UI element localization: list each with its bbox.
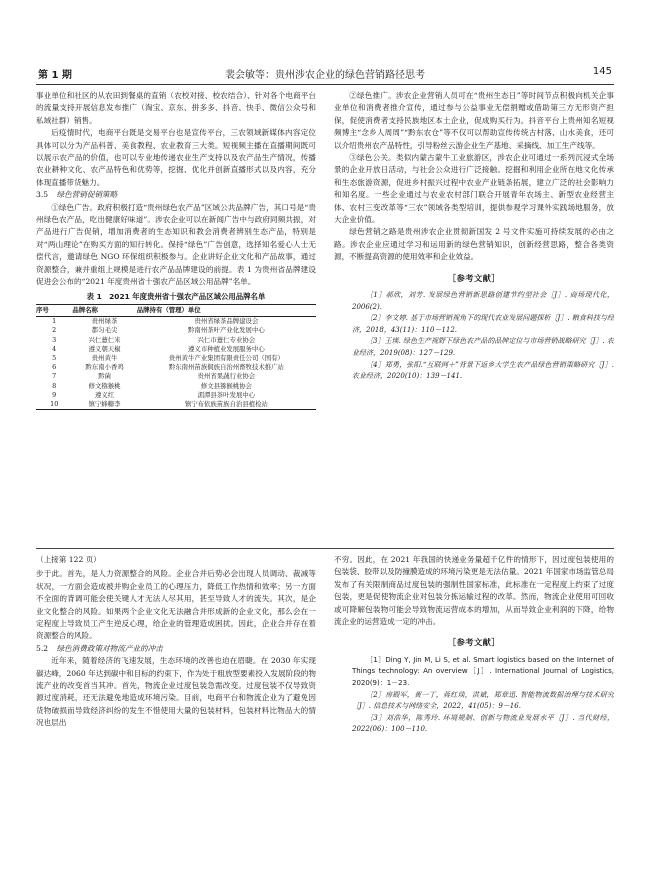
section-number: 5.2 xyxy=(36,643,49,653)
table-cell: 4 xyxy=(52,344,57,353)
table-cell: 遵义红 xyxy=(95,390,115,399)
upper-left-column xyxy=(36,90,316,514)
page-number: 145 xyxy=(592,66,612,77)
article-separator xyxy=(36,548,614,549)
table-row xyxy=(36,317,316,327)
table-cell: 7 xyxy=(52,372,57,381)
table-cell: 10 xyxy=(36,400,72,410)
continued-note: （上接第 122 页） xyxy=(36,555,101,564)
journal-issue: 第 1 期 xyxy=(38,70,72,81)
lower-left-column xyxy=(36,554,316,854)
table-cell: 都匀毛尖 xyxy=(91,326,118,335)
reference-item: ［3］刘浩华，陈秀玲. 环境规制、创新与物流业发展水平［J］. 当代财经，2022(06)：100－110. xyxy=(352,713,614,734)
references-title: ［参考文献］ xyxy=(447,637,501,648)
reference-item: ［1］Ding Y, Jin M, Li S, et al. Smart logistics based on the Internet of Things technology: An overview［J］. International Journal of Logistics, 2020(9)：1－23. xyxy=(352,655,614,688)
brand-table xyxy=(36,304,316,410)
section-heading xyxy=(36,643,316,655)
section-title: 绿色消费政策对物流产业的冲击 xyxy=(56,643,163,653)
paragraph: ①绿色广告。政府积极打造“贵州绿色农产品”区域公共品牌广告，其口号是“贵州绿色农产品，吃出健康好味道”。涉农企业可以在新闻广告中与政府同频共振，对产品进行广告促销，增加消费者的生态知识和教会消费者辨别生态产品，特别是对“两山理论”在购买方面的知行转化。保持“绿色”广告创意，选择知名爱心人士无偿代言，邀请绿色 NGO 环保组织积极参与。企业讲好企业文化和产品故事，通过资源整合，兼并重组上规模是进行农产品品牌建设的前提。表 1 为贵州省品牌建设促进会公布的“2021 年度贵州省十强农产品区域公用品牌”名单。 xyxy=(36,202,316,287)
reference-item: ［2］房殿军，黄一丁，蒋红琰，洪斌，郑章迅. 智能物流数据治理与技术研究［J］. 信息技术与网络安全，2022，41(05)：9－16. xyxy=(352,690,614,711)
table-cell: 3 xyxy=(52,335,57,344)
table-header-brand: 品牌名称 xyxy=(72,304,136,316)
section-title: 绿色营销促销策略 xyxy=(56,190,118,200)
references-title: ［参考文献］ xyxy=(447,272,501,283)
table-cell: 9 xyxy=(52,390,57,399)
table-cell: 黔菌 xyxy=(98,372,111,381)
table-cell: 贵州省果蔬行业协会 xyxy=(197,372,256,381)
table-row xyxy=(36,391,316,400)
table-row xyxy=(36,382,316,391)
paragraph: 事业单位和社区的从农田到餐桌的直销（农校对接、校农结合）、针对各个电商平台的流量支持开展信息发布推广（淘宝、京东、拼多多、抖音、快手、微信公众号和私域社群）销售。 xyxy=(36,91,316,125)
table-cell: 镇宁布依族苗族自治县植检站 xyxy=(137,400,316,410)
table-cell: 遵义市种植业发展服务中心 xyxy=(188,344,265,353)
paragraph: ③绿色公关。类似内蒙古蒙牛工业旅游区，涉农企业可通过一系列沉浸式全场景的企业开放日活动，与社会公众进行广泛接触。挖掘和利用企业所在地文化传承和生态旅游资源，促进乡村振兴过程中农业产业链条拓展，建立广泛的社会影响力和知名度。一些企业通过与农业农村部门联合开展青年农场主、新型农业经营主体、农村三变改革等“三农”领域各类型培训，提供参观学习课外实践场地服务，放大企业价值。 xyxy=(334,153,614,225)
table-cell: 2 xyxy=(52,326,57,335)
table-cell: 8 xyxy=(52,381,57,390)
table-cell: 1 xyxy=(52,317,57,326)
table-cell: 修文猕猴桃 xyxy=(88,381,121,390)
table-row xyxy=(36,363,316,372)
table-cell: 兴仁薏仁米 xyxy=(88,335,121,344)
paragraph: 步于此。首先，是人力资源整合的风险。企业合并后势必会出现人员调动、裁减等状况，一方面会造成被并购企业员工的心理压力，降低工作热情和效率；另一方面不全面的背调可能会使关键人才无法人尽其用，甚至导致人才的流失。其次，是企业文化整合的风险。如果两个企业文化无法融合并形成新的企业文化，那么会在一定程度上导致员工产生逆反心理，给企业的管理造成困扰。因此，企业合并存在着资源整合的风险。 xyxy=(36,569,316,641)
paragraph: ②绿色推广。涉农企业营销人员可在“贵州生态日”等时间节点积极向机关企事业单位和消费者推介宣传，通过参与公益事业无偿捐赠或借助第三方无形资产担保，促使消费者支持民族地区本土企业，促成购买行为。抖音平台上贵州知名短视频博主“念乡人周周”“黔东农仓”等不仅可以帮助宣传传统古村落、山水美食，还可以介绍贵州农产品特性，引导粉丝云游企业生产基地、采摘线、加工生产线等。 xyxy=(334,91,614,150)
table-cell: 贵州黄牛 xyxy=(91,353,118,362)
table-header-no: 序号 xyxy=(36,304,72,316)
table-cell: 贵州黄牛产业集团有限责任公司（国有） xyxy=(168,353,284,362)
table-cell: 黔东南州苗族侗族自治州畜牧技术推广站 xyxy=(168,363,284,372)
table-row xyxy=(36,345,316,354)
table-cell: 兴仁市薏仁专业协会 xyxy=(197,335,256,344)
table-cell: 6 xyxy=(52,363,57,372)
table-cell: 贵州省绿茶品牌建设会 xyxy=(194,317,259,326)
table-cell: 修文县猕猴桃协会 xyxy=(200,381,252,390)
table-cell: 5 xyxy=(52,353,57,362)
section-heading xyxy=(36,189,316,201)
paragraph: 近年来，随着经济的飞速发展，生态环境的改善也迫在眉睫。在 2030 年实现碳达峰，2060 年达到碳中和目标的约束下，作为处于粗放型要素投入发展阶段的物流产业的改变首当其冲。首先，物流企业过度包装急需改变。过度包装不仅导致资源过度消耗，还无法避免地造成环境污染。目前，电商平台和物流企业为了避免因货物破损而导致经济纠纷的发生不惜使用大量的包装材料，包装材料比物品大的情况也层出 xyxy=(36,656,316,728)
table-cell: 镇宁蜂糖李 xyxy=(72,400,136,410)
table-cell: 贵州绿茶 xyxy=(91,317,118,326)
reference-item: ［4］郑勇，张阳.“互联网＋”背景下返乡大学生农产品绿色营销策略研究［J］. 农业经济，2020(10)：139－141. xyxy=(352,360,614,381)
table-row xyxy=(36,354,316,363)
lower-right-column xyxy=(334,554,614,854)
table-row xyxy=(36,372,316,381)
section-number: 3.5 xyxy=(36,190,49,200)
header-rule xyxy=(36,84,614,85)
reference-item: ［3］王瑛. 绿色生产视野下绿色农产品的品牌定位与市场营销战略研究［J］. 农业经济，2019(08)：127－129. xyxy=(352,337,614,358)
header-article-title: 裴会敏等：贵州涉农企业的绿色营销路径思考 xyxy=(225,70,425,81)
running-header xyxy=(30,66,620,82)
table-cell: 遵义朝天椒 xyxy=(88,344,121,353)
reference-item: ［1］郝欣，刘芳. 发展绿色营销新思路创建节约型社会［J］. 商场现代化，2006(2). xyxy=(352,291,614,311)
table-row xyxy=(36,400,316,410)
table-caption: 表 1 2021 年度贵州省十强农产品区域公用品牌名单 xyxy=(86,291,266,301)
table-cell: 黔东南小香鸡 xyxy=(85,363,124,372)
table-row xyxy=(36,326,316,335)
reference-item: ［2］李文婷. 基于市场营销视角下的现代农业发展问题探析［J］. 粮食科技与经济，2018，43(11)：110－112. xyxy=(352,314,614,334)
table-row xyxy=(36,336,316,345)
table-cell: 湄潭县茶叶发展中心 xyxy=(197,390,256,399)
table-header-holder: 品牌持有（管理）单位 xyxy=(137,304,316,316)
table-cell: 黔南州茶叶产业化发展中心 xyxy=(188,326,265,335)
paragraph: 绿色营销之路是贵州涉农企业贯彻新国发 2 号文件实施可持续发展的必由之路。涉农企业应通过学习和运用新的绿色营销知识，创新经营思路，整合各类资源，不断提高资源的使用效率和企业效益。 xyxy=(334,227,614,262)
paragraph: 后疫情时代，电商平台既是交易平台也是宣传平台，三农领域新媒体内容定位具体可以分为产品科普、美食教程、农业教育三大类。短视频主播在直播期间既可以展示农产品的价值，也可以专业地传递农业生产支持以及农产品生产情况，传播农业耕种文化、农产品特色和优势等，挖掘、优化并创新直播形式以及内容，充分体现直播带货魅力。 xyxy=(36,128,316,187)
upper-right-column xyxy=(334,90,614,514)
paragraph: 不穷。因此，在 2021 年我国的快递业务量超千亿件的情形下，因过度包装使用的包装袋、胶带以及防撞膜造成的环境污染更是无法估量。2021 年国家市场监管总局发布了有关限制商品过度包装的强制性国家标准，此标准在一定程度上约束了过度包装，更是促使物流企业对包装分拣运输过程的改革。然而，物流企业使用可回收或可降解包装物可能会导致物流运营成本的增加，从而导致企业利润的下降，给物流企业的运营造成一定的冲击。 xyxy=(334,555,614,627)
